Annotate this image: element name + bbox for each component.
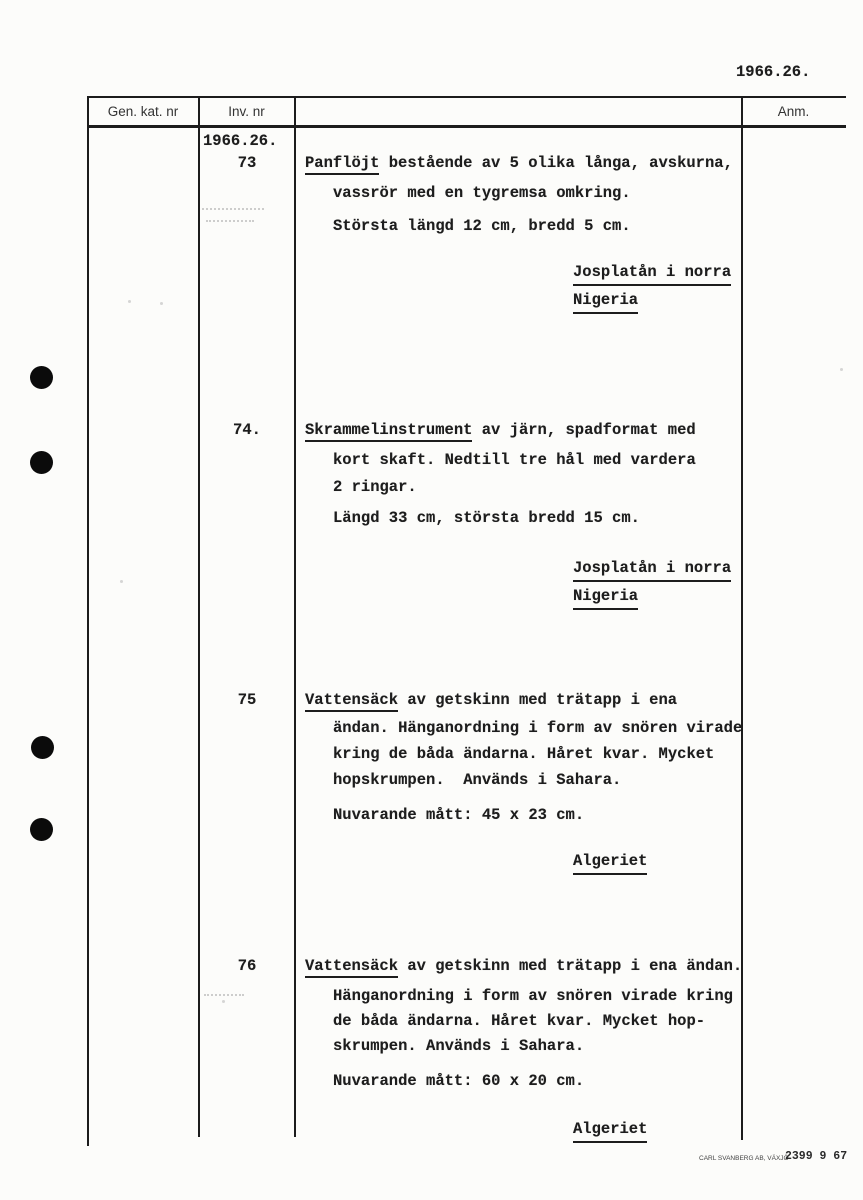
table-column-line-3 [741,96,743,1140]
table-top-rule [88,96,846,98]
entry-75-line-4: hopskrumpen. Används i Sahara. [333,771,622,789]
entry-73-provenance-2: Nigeria [573,289,638,314]
table-left-border [87,96,89,1146]
year-label: 1966.26. [203,132,278,150]
punch-hole [30,451,53,474]
printer-imprint: CARL SVANBERG AB, VÄXJÖ [699,1155,789,1162]
entry-75-line-2: ändan. Hänganordning i form av snören virade [333,719,743,737]
entry-74-term-rest: av järn, spadformat med [481,421,696,439]
entry-75-term: Vattensäck [305,691,398,712]
entry-75-line-1 [305,689,677,711]
punch-hole [30,366,53,389]
entry-76-term: Vattensäck [305,957,398,978]
punch-hole [30,818,53,841]
entry-74-line-3: 2 ringar. [333,478,417,496]
entry-74-provenance-2: Nigeria [573,585,638,610]
entry-76-provenance-1: Algeriet [573,1118,647,1143]
table-header-rule [88,125,846,128]
scan-artifact [160,302,163,305]
column-header-anm: Anm. [777,104,810,119]
punch-hole [31,736,54,759]
entry-74-provenance-1: Josplatån i norra [573,557,731,582]
entry-75-measure: Nuvarande mått: 45 x 23 cm. [333,806,585,824]
entry-75-term-rest: av getskinn med trätapp i ena [407,691,678,709]
entry-76-line-3: de båda ändarna. Håret kvar. Mycket hop- [333,1012,706,1030]
scan-artifact [206,220,254,222]
entry-73-provenance-1: Josplatån i norra [573,261,731,286]
page-catalog-number: 1966.26. [736,63,811,81]
entry-73-measure: Största längd 12 cm, bredd 5 cm. [333,217,631,235]
table-column-line-2 [294,96,296,1137]
scan-artifact [840,368,843,371]
table-column-line-1 [198,96,200,1137]
inv-nr-75: 75 [237,691,257,709]
entry-76-measure: Nuvarande mått: 60 x 20 cm. [333,1072,585,1090]
entry-73-term-rest: bestående av 5 olika långa, avskurna, [388,154,733,172]
scan-artifact [222,1000,225,1003]
entry-76-line-1 [305,955,742,977]
entry-75-provenance-1: Algeriet [573,850,647,875]
entry-75-line-3: kring de båda ändarna. Håret kvar. Mycket [333,745,715,763]
entry-74-line-1 [305,419,696,441]
entry-76-line-2: Hänganordning i form av snören virade kring [333,987,733,1005]
entry-76-term-rest: av getskinn med trätapp i ena ändan. [407,957,743,975]
entry-73-line-2: vassrör med en tygremsa omkring. [333,184,631,202]
entry-74-measure: Längd 33 cm, största bredd 15 cm. [333,509,640,527]
inv-nr-73: 73 [237,154,257,172]
inv-nr-74: 74. [233,421,261,439]
entry-76-line-4: skrumpen. Används i Sahara. [333,1037,585,1055]
entry-74-line-2: kort skaft. Nedtill tre hål med vardera [333,451,696,469]
column-header-inv-nr: Inv. nr [228,104,265,119]
printer-code: 2399 9 67 [785,1150,848,1163]
entry-73-term: Panflöjt [305,154,379,175]
scan-artifact [120,580,123,583]
entry-73-line-1 [305,152,733,174]
scan-artifact [202,208,264,210]
scan-artifact [204,994,244,996]
entry-74-term: Skrammelinstrument [305,421,472,442]
column-header-gen-kat-nr: Gen. kat. nr [107,104,179,119]
inv-nr-76: 76 [237,957,257,975]
scan-artifact [128,300,131,303]
